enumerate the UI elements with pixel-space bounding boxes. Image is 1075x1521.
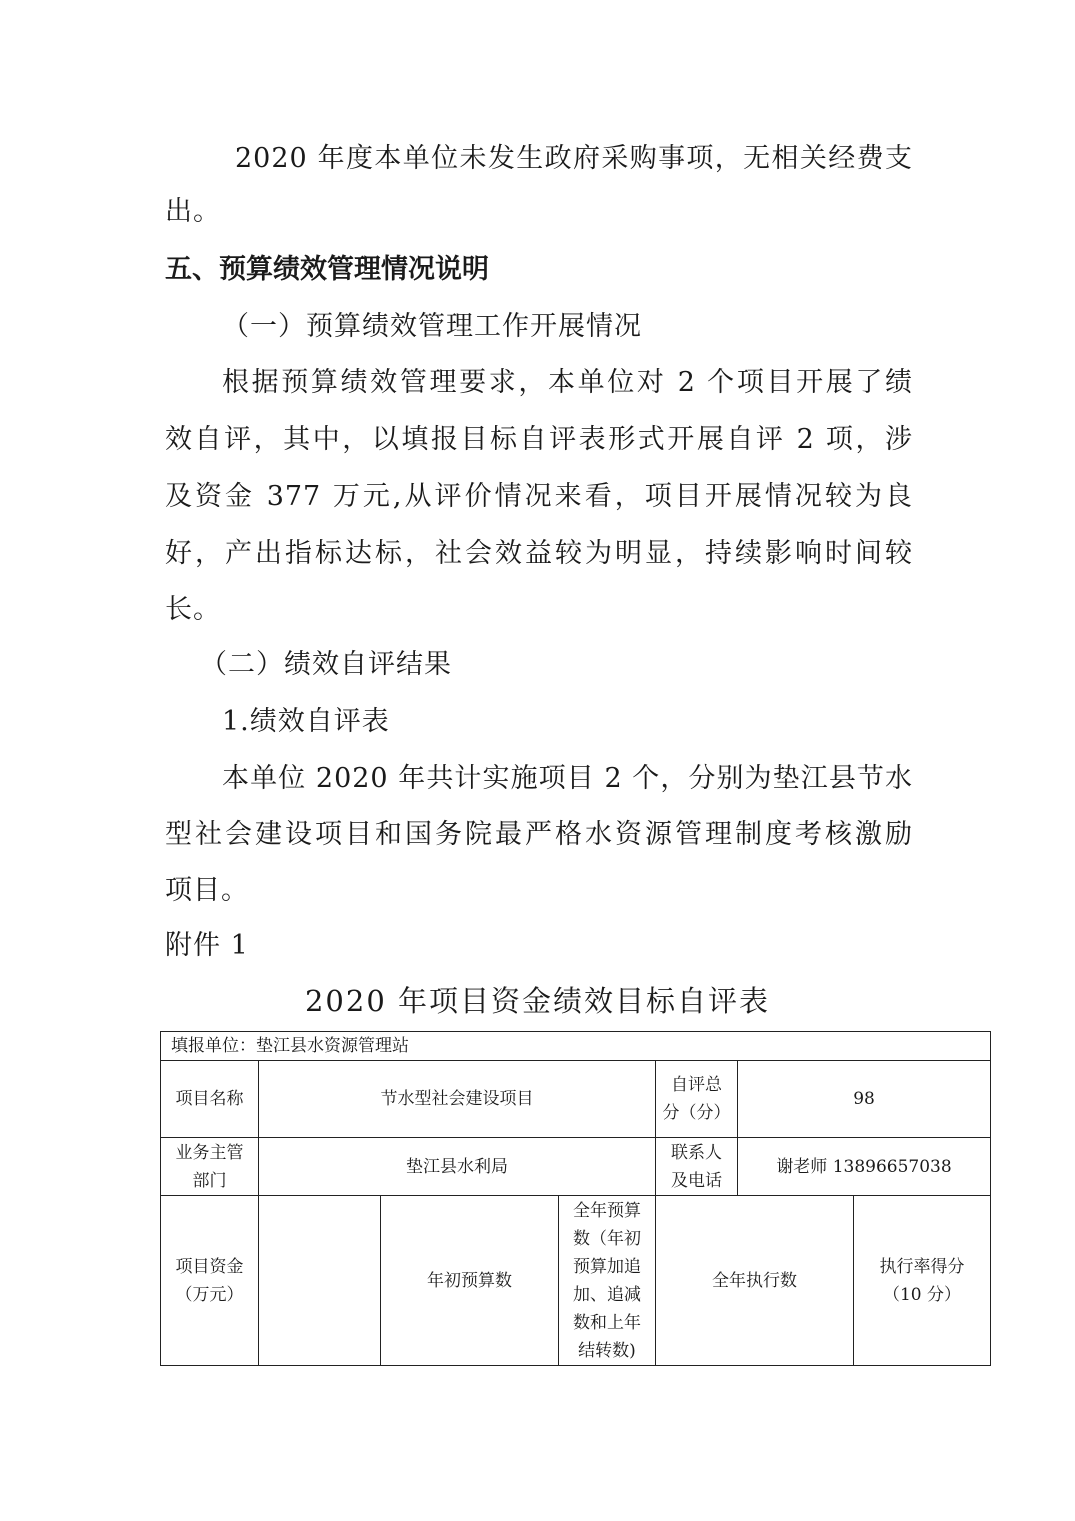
paragraph-projects-line-1: 本单位 2020 年共计实施项目 2 个，分别为垫江县节水 [222,763,913,794]
self-evaluation-table [160,1031,991,1366]
paragraph-procurement-line-1: 2020 年度本单位未发生政府采购事项，无相关经费支 [235,143,913,174]
full-year-budget-header: 全年预算 数（年初 预算加追 加、追减 数和上年 结转数) [559,1196,656,1366]
project-name-label: 项目名称 [161,1061,259,1138]
table-title: 2020 年项目资金绩效目标自评表 [304,984,771,1018]
fund-label: 项目资金 （万元） [161,1196,259,1366]
department-label: 业务主管 部门 [161,1138,259,1196]
subheading-self-eval-table: 1.绩效自评表 [222,706,390,737]
attachment-label: 附件 1 [165,930,249,961]
project-name-value: 节水型社会建设项目 [259,1061,656,1138]
section-heading-five: 五、预算绩效管理情况说明 [165,254,489,285]
subheading-two: （二）绩效自评结果 [200,649,452,680]
table-row-project [161,1061,991,1138]
contact-value: 谢老师 13896657038 [738,1138,991,1196]
table-row-department [161,1138,991,1196]
paragraph-projects-line-3: 项目。 [165,875,249,906]
score-value: 98 [738,1061,991,1138]
paragraph-projects-line-2: 型社会建设项目和国务院最严格水资源管理制度考核激励 [165,819,913,850]
execution-rate-header: 执行率得分 （10 分） [854,1196,991,1366]
subheading-one: （一）预算绩效管理工作开展情况 [222,311,642,342]
contact-label: 联系人 及电话 [656,1138,738,1196]
paragraph-evaluation-line-2: 效自评，其中，以填报目标自评表形式开展自评 2 项，涉 [165,424,913,455]
fund-blank-cell [259,1196,381,1366]
paragraph-evaluation-line-4: 好，产出指标达标，社会效益较为明显，持续影响时间较 [165,538,913,569]
initial-budget-header: 年初预算数 [381,1196,559,1366]
paragraph-procurement-line-2: 出。 [165,196,221,227]
reporting-unit: 填报单位：垫江县水资源管理站 [161,1032,991,1061]
paragraph-evaluation-line-5: 长。 [165,594,221,625]
paragraph-evaluation-line-1: 根据预算绩效管理要求，本单位对 2 个项目开展了绩 [222,367,913,398]
department-value: 垫江县水利局 [259,1138,656,1196]
full-year-execution-header: 全年执行数 [656,1196,854,1366]
table-row-funds [161,1196,991,1366]
paragraph-evaluation-line-3: 及资金 377 万元,从评价情况来看，项目开展情况较为良 [165,481,913,512]
table-row-unit [161,1032,991,1061]
score-label: 自评总 分（分） [656,1061,738,1138]
